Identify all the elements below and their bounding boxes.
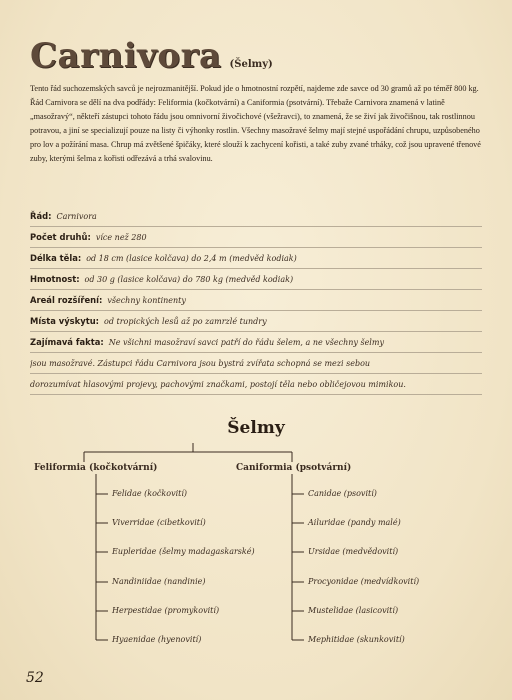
leaf-mustelidae: Mustelidae (lasicovití)	[308, 606, 399, 615]
fact-value-line: Ne všichni masožraví savci patří do řádu šelem, a ne všechny šelmy	[108, 338, 384, 347]
fact-value-line: dorozumívat hlasovými projevy, pachovými značkami, postojí těla nebo obličejovou mimikou.	[30, 380, 406, 389]
fact-label: Areál rozšíření:	[30, 295, 103, 305]
leaf-ursidae: Ursidae (medvědovití)	[308, 547, 399, 556]
page-number: 52	[26, 670, 44, 686]
fact-label: Řád:	[30, 211, 52, 221]
page-title: Carnivora	[30, 36, 222, 76]
fact-value: všechny kontinenty	[107, 296, 186, 305]
leaf-hyaenidae: Hyaenidae (hyenovití)	[112, 635, 202, 644]
fact-label: Zajímavá fakta:	[30, 337, 104, 347]
intro-paragraph: Tento řád suchozemských savců je nejrozmanitější. Pokud jde o hmotnostní rozpětí, najdeme zde savce od 30 gramů až po téměř 800 kg. Řád Carnivora se dělí na dva podřády: Feliformia (kočkotvární) a Caniformia (psotvární). Třebaže Carnivora znamená v latině „masožravý“, někteří zástupci tohoto řádu jsou omnivorní živočichové (všežravci), to znamená, že se živí jak živočišnou, tak rostlinnou potravou, a jiní se specializují pouze na listy či výhonky rostlin. Všechny masožravé šelmy mají stejné uspořádání chrupu, uzpůsobeného pro lov a požírání masa. Chrup má zvětšené špičáky, které slouží k zachycení kořisti, a také zuby zvané trháky, což jsou upravené třenové zuby, kterými šelma z kořisti odřezává a trhá svalovinu.	[30, 84, 481, 164]
branch-feliformia: Feliformia (kočkotvární)	[34, 463, 158, 473]
tree-title: Šelmy	[227, 418, 285, 438]
leaf-ailuridae: Ailuridae (pandy malé)	[308, 518, 401, 527]
fact-value: od 30 g (lasice kolčava) do 780 kg (medvěd kodiak)	[84, 275, 294, 284]
fact-value: Carnivora	[56, 212, 97, 221]
leaf-eupleridae: Eupleridae (šelmy madagaskarské)	[112, 547, 255, 556]
fact-value: více než 280	[95, 233, 147, 242]
fact-value: od tropických lesů až po zamrzlé tundry	[104, 317, 267, 326]
fact-value-line: jsou masožravé. Zástupci řádu Carnivora jsou bystrá zvířata schopná se mezi sebou	[30, 359, 371, 368]
leaf-viverridae: Viverridae (cibetkovití)	[112, 518, 206, 527]
leaf-nandiniidae: Nandiniidae (nandinie)	[112, 577, 206, 586]
leaf-procyonidae: Procyonidae (medvídkovití)	[308, 577, 420, 586]
fact-label: Místa výskytu:	[30, 316, 100, 326]
fact-label: Délka těla:	[30, 253, 82, 263]
fact-label: Hmotnost:	[30, 274, 80, 284]
page-subtitle: (Šelmy)	[229, 59, 273, 70]
branch-caniformia: Caniformia (psotvární)	[236, 463, 352, 473]
leaf-canidae: Canidae (psovití)	[308, 489, 377, 498]
fact-value: od 18 cm (lasice kolčava) do 2,4 m (medvěd kodiak)	[86, 254, 297, 263]
fact-label: Počet druhů:	[30, 232, 91, 242]
leaf-herpestidae: Herpestidae (promykovití)	[112, 606, 220, 615]
leaf-felidae: Felidae (kočkovití)	[112, 489, 188, 498]
leaf-mephitidae: Mephitidae (skunkovití)	[308, 635, 405, 644]
